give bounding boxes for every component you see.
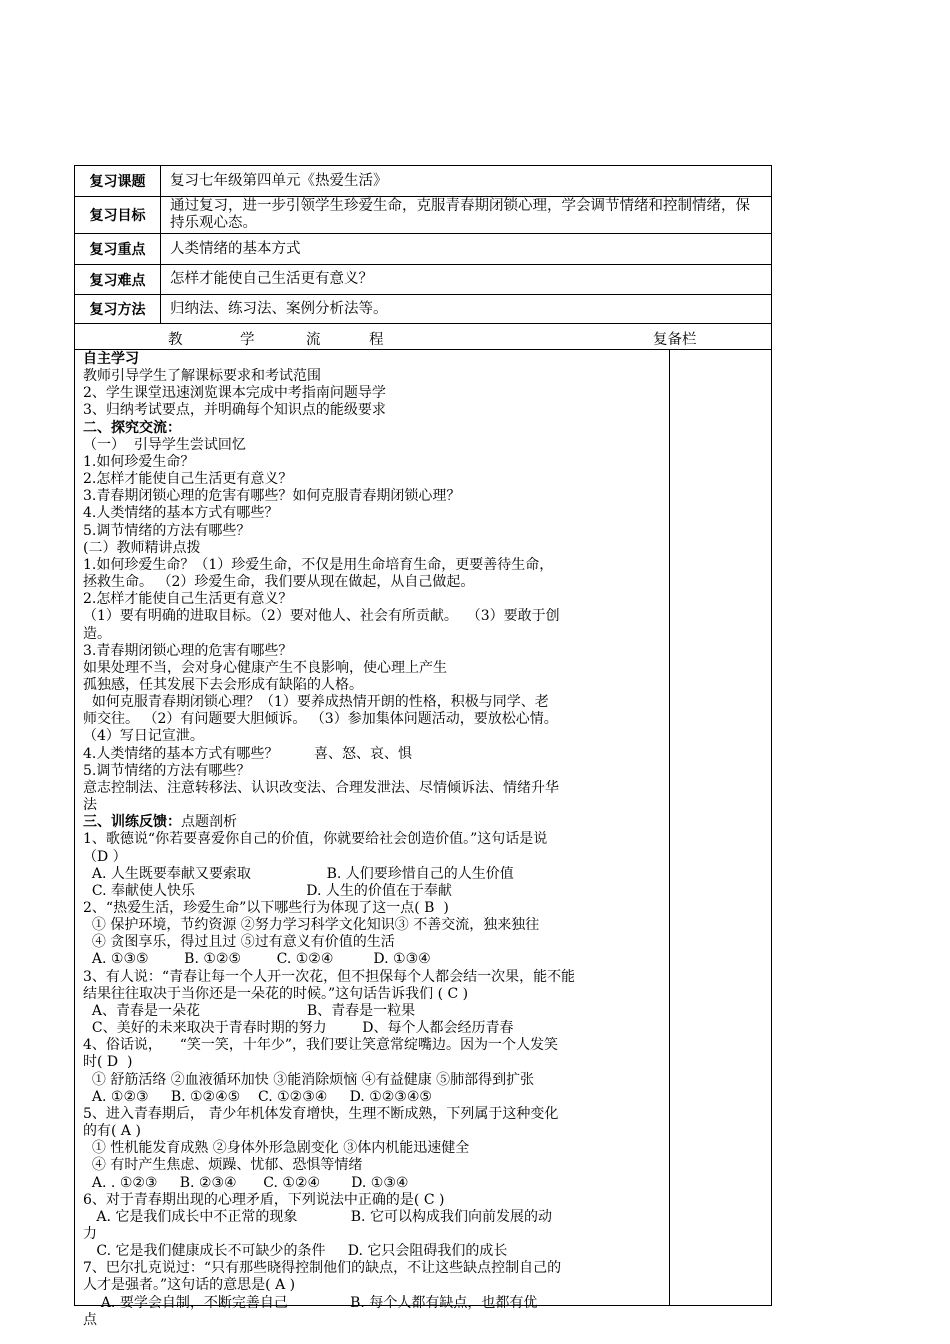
content-line: A. ①③⑤ B. ①②⑤ C. ①②④ D. ①③④ <box>83 951 431 968</box>
content-line: 4、俗话说， “笑一笑，十年少”，我们要让笑意常绽嘴边。因为一个人发笑 <box>83 1037 559 1054</box>
content-line: 3、有人说：“青春让每一个人开一次花，但不担保每个人都会结一次果，能不能 <box>83 968 576 985</box>
teaching-flow-header <box>75 324 771 350</box>
content-line: 三、训练反馈：点题剖析 <box>83 814 237 831</box>
row-value: 通过复习，进一步引领学生珍爱生命，克服青春期闭锁心理，学会调节情绪和控制情绪，保持乐观心态。 <box>170 198 750 231</box>
content-line: 师交往。 （2）有问题要大胆倾诉。 （3）参加集体问题活动，要放松心情。 <box>83 711 558 728</box>
content-line: A、青春是一朵花 B、青春是一粒果 <box>83 1002 416 1019</box>
content-line: 1、歌德说“你若要喜爱你自己的价值，你就要给社会创造价值。”这句话是说 <box>83 831 548 848</box>
row-value: 复习七年级第四单元《热爱生活》 <box>170 172 388 189</box>
row-label: 复习方法 <box>75 295 161 323</box>
header-row-topic <box>75 166 771 197</box>
teaching-flow-content <box>83 351 665 1329</box>
content-line: (二）教师精讲点拨 <box>83 539 201 556</box>
row-value: 怎样才能使自己生活更有意义？ <box>170 271 373 287</box>
content-line: 3、归纳考试要点，并明确每个知识点的能级要求 <box>83 402 386 419</box>
content-line: 4.人类情绪的基本方式有哪些？ <box>83 505 279 522</box>
content-line: ① 舒筋活络 ②血液循环加快 ③能消除烦恼 ④有益健康 ⑤肺部得到扩张 <box>83 1071 535 1088</box>
content-line: 教师引导学生了解课标要求和考试范围 <box>83 368 321 385</box>
content-line: 自主学习 <box>83 351 139 367</box>
content-line: （4）写日记宣泄。 <box>83 728 204 745</box>
content-line: 2、学生课堂迅速浏览课本完成中考指南问题导学 <box>83 385 386 402</box>
review-column-header: 复备栏 <box>653 332 697 348</box>
content-line: ④ 贪图享乐，得过且过 ⑤过有意义有价值的生活 <box>83 934 395 951</box>
content-line: （1）要有明确的进取目标。（2）要对他人、社会有所贡献。 （3）要敢于创 <box>83 608 560 625</box>
content-line: 点 <box>83 1311 97 1328</box>
content-line: A. . ①②③ B. ②③④ C. ①②④ D. ①③④ <box>83 1174 409 1191</box>
content-line: ① 性机能发育成熟 ②身体外形急剧变化 ③体内机能迅速健全 <box>83 1140 470 1157</box>
content-line: 5.调节情绪的方法有哪些？ <box>83 762 251 779</box>
header-row-difficulty <box>75 265 771 295</box>
content-line: C. 奉献使人快乐 D. 人生的价值在于奉献 <box>83 882 452 899</box>
content-line: A. ①②③ B. ①②④⑤ C. ①②③④ D. ①②③④⑤ <box>83 1088 432 1105</box>
flow-header-char: 教 <box>168 332 183 348</box>
header-row-method <box>75 295 771 324</box>
content-line: 3.青春期闭锁心理的危害有哪些？ <box>83 642 293 659</box>
content-line: 7、巴尔扎克说过：“只有那些晓得控制他们的缺点，不让这些缺点控制自己的 <box>83 1260 562 1277</box>
flow-header-char: 学 <box>240 332 255 348</box>
content-line: （一） 引导学生尝试回忆 <box>83 436 246 453</box>
review-column <box>669 349 670 1305</box>
content-line: A. 要学会自制，不断完善自己 B. 每个人都有缺点，也都有优 <box>83 1294 538 1311</box>
header-row-focus <box>75 234 771 265</box>
lesson-plan-table <box>74 165 772 1328</box>
row-value: 人类情绪的基本方式 <box>170 240 301 257</box>
content-line: 2.怎样才能使自己生活更有意义？ <box>83 471 293 488</box>
content-line: 时( D ) <box>83 1054 133 1071</box>
content-line: C. 它是我们健康成长不可缺少的条件 D. 它只会阻碍我们的成长 <box>83 1243 508 1260</box>
row-label: 复习目标 <box>75 197 161 233</box>
row-label: 复习课题 <box>75 166 161 196</box>
content-line: 的有( A ) <box>83 1123 141 1140</box>
content-line: 力 <box>83 1225 97 1242</box>
content-line: 孤独感，任其发展下去会形成有缺陷的人格。 <box>83 676 363 693</box>
content-line: 人才是强者。”这句话的意思是( A ) <box>83 1277 296 1294</box>
content-line: 法 <box>83 797 97 814</box>
content-line: （D ） <box>83 848 127 865</box>
content-line: 造。 <box>83 625 111 642</box>
row-value: 归纳法、练习法、案例分析法等。 <box>170 300 388 317</box>
content-line: A. 它是我们成长中不正常的现象 B. 它可以构成我们向前发展的动 <box>83 1208 552 1225</box>
content-line: 1.如何珍爱生命？（1）珍爱生命，不仅是用生命培育生命，更要善待生命， <box>83 556 554 573</box>
content-line: 6、对于青春期出现的心理矛盾，下列说法中正确的是( C ) <box>83 1191 445 1208</box>
content-line: 如何克服青春期闭锁心理？（1）要养成热情开朗的性格，积极与同学、老 <box>83 694 549 711</box>
content-line: ④ 有时产生焦虑、烦躁、忧郁、恐惧等情绪 <box>83 1157 363 1174</box>
content-line: A. 人生既要奉献又要索取 B. 人们要珍惜自己的人生价值 <box>83 865 514 882</box>
content-line: 3.青春期闭锁心理的危害有哪些？如何克服青春期闭锁心理？ <box>83 488 461 505</box>
flow-header-char: 程 <box>369 332 384 348</box>
content-line: ① 保护环境，节约资源 ②努力学习科学文化知识③ 不善交流，独来独往 <box>83 917 540 934</box>
flow-header-char: 流 <box>306 332 321 348</box>
content-line: 5、进入青春期后， 青少年机体发育增快，生理不断成熟，下列属于这种变化 <box>83 1105 559 1122</box>
content-line: 1.如何珍爱生命？ <box>83 453 195 470</box>
content-line: C、美好的未来取决于青春时期的努力 D、每个人都会经历青春 <box>83 1020 514 1037</box>
header-row-goal <box>75 197 771 234</box>
row-label: 复习难点 <box>75 265 161 294</box>
content-line: 5.调节情绪的方法有哪些？ <box>83 522 251 539</box>
row-label: 复习重点 <box>75 234 161 264</box>
content-line: 2、“热爱生活，珍爱生命”以下哪些行为体现了这一点( B ) <box>83 900 449 916</box>
content-line: 如果处理不当，会对身心健康产生不良影响，使心理上产生 <box>83 659 447 676</box>
content-line: 意志控制法、注意转移法、认识改变法、合理发泄法、尽情倾诉法、情绪升华 <box>83 779 559 796</box>
content-line: 二、探究交流： <box>83 419 181 436</box>
content-line: 2.怎样才能使自己生活更有意义？ <box>83 591 293 608</box>
content-line: 4.人类情绪的基本方式有哪些？ 喜、怒、哀、惧 <box>83 745 412 762</box>
content-line: 结果往往取决于当你还是一朵花的时候。”这句话告诉我们 ( C ) <box>83 985 469 1002</box>
content-line: 拯救生命。 （2）珍爱生命，我们要从现在做起，从自己做起。 <box>83 574 475 591</box>
